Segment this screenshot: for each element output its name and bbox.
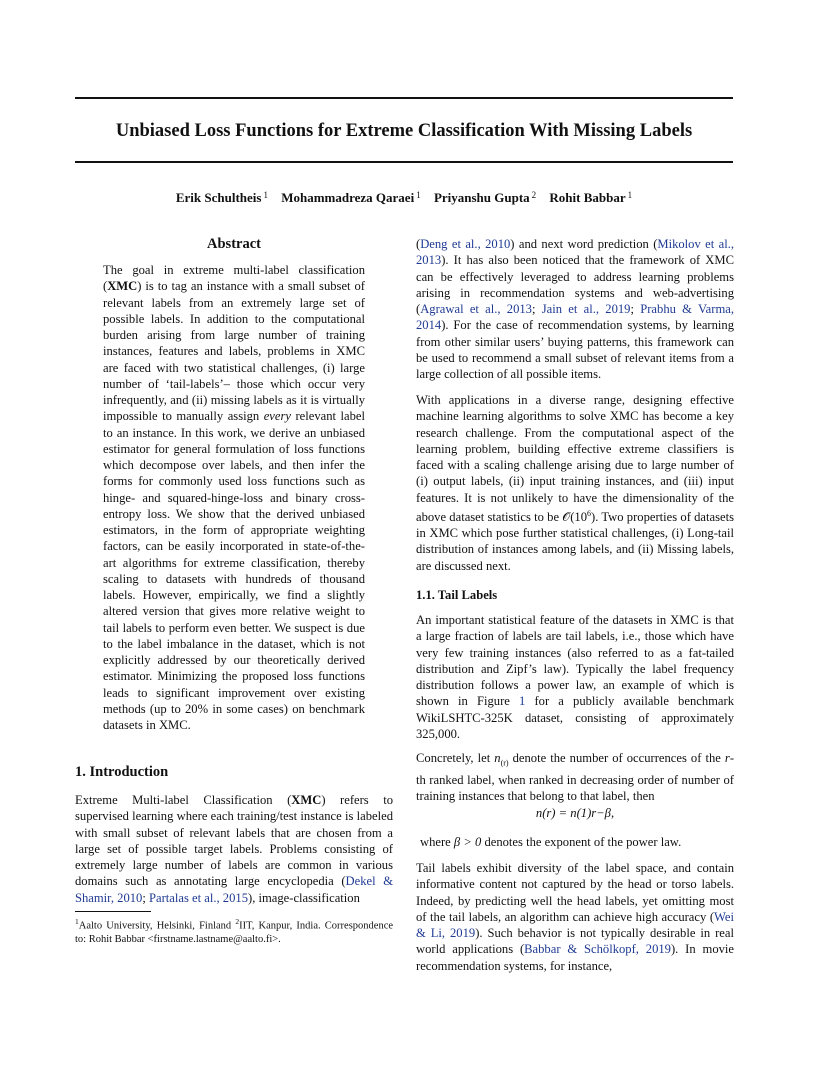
right-paragraph-5: Tail labels exhibit diversity of the label space, and contain informative content not captured by the head or torso labels. Indeed, by predicting well the head labels, yet omitting most of the tail labels, an algorithm can achieve high accuracy (Wei & Li, 2019). Such behavior is not typically desirable in real world applications (Babbar & Schölkopf, 2019). In movie recommendation systems, for instance, xyxy=(416,861,735,973)
citation-link[interactable]: Babbar & Schölkopf, 2019 xyxy=(524,942,671,957)
intro-text: Extreme Multi-label Classification (XMC) refers to supervised learning where each training/test instance is labeled with small subset of relevant labels that are chosen from a large set of possible target labels. Problems consisting of extremely large number of labels are common in various domains such as annotating large encyclopedia (Dekel & Shamir, 2010; Partalas et al., 2015), image-classification xyxy=(75,793,394,905)
section-heading-tail-labels: 1.1. Tail Labels xyxy=(416,588,498,602)
abstract-text: The goal in extreme multi-label classification (XMC) is to tag an instance with a small subset of relevant labels from an extremely large set of possible labels. In addition to the computational burden arising from large number of training instances, features and labels, problems in XMC are faced with two statistical challenges, (i) large number of ‘tail-labels’– those which occur very infrequently, and (ii) missing labels as it is virtually impossible to manually assign every relevant label to an instance. In this work, we derive an unbiased estimator for general formulation of loss functions which decompose over labels, and then infer the forms for commonly used loss functions such as hinge- and squared-hinge-loss and binary cross-entropy loss. We show that the derived unbiased estimators, in the form of appropriate weighting factors, can be easily incorporated in state-of-the-art algorithms for extreme classification, thereby scaling to datasets with hundreds of thousand labels. However, empirically, we find a slightly altered version that gives more relative weight to tail labels to perform even better. We suspect is due to the label imbalance in the dataset, which is not explicitly addressed by our theoretically derived estimator. Minimizing the proposed loss functions leads to significant improvement over existing methods (up to 20% in some cases) on benchmark datasets in XMC. xyxy=(103,263,365,732)
intro-heading: 1. Introduction xyxy=(75,764,169,780)
paper-title: Unbiased Loss Functions for Extreme Classification With Missing Labels xyxy=(115,121,693,141)
citation-link[interactable]: Wei & Li, 2019 xyxy=(416,909,734,940)
right-paragraph-3: An important statistical feature of the datasets in XMC is that a large fraction of labels are tail labels, i.e., those which have very few training instances (also referred to as a fat-tailed distribution and Zipf’s law). Typically the label frequency distribution follows a power law, an example of which is shown in Figure 1 for a publicly available benchmark WikiLSHTC-325K dataset, consisting of approximately 325,000. xyxy=(416,613,734,741)
top-rule xyxy=(75,97,733,99)
abstract-heading: Abstract xyxy=(207,236,261,252)
right-paragraph-1: (Deng et al., 2010) and next word prediction (Mikolov et al., 2013). It has also been noticed that the framework of XMC can be effectively leveraged to address learning problems arising in recommendation systems and web-advertising (Agrawal et al., 2013; Jain et al., 2019; Prabhu & Varma, 2014). For the case of recommendation systems, by learning from other similar users’ buying patterns, this framework can be used to recommend a small subset of relevant items from a large collection of all possible items. xyxy=(416,237,735,381)
right-paragraph-2: With applications in a diverse range, designing effective machine learning algorithms to solve XMC has become a key research challenge. From the computational aspect of the learning problem, building effective extreme classifiers is faced with a scaling challenge arising due to large number of (i) output labels, (ii) input training instances, and (iii) input features. It is not unlikely to have the dimensionality of the above dataset statistics to be $𝒪(10^6)$. Two properties of datasets in XMC which pose further statistical challenges, (i) Long-tail distribution of instances among labels, and (ii) Missing labels, are discussed next. xyxy=(416,393,734,573)
figure-link[interactable]: 1 xyxy=(519,694,526,709)
citation-link[interactable]: Mikolov et al., 2013 xyxy=(416,237,735,268)
citation-link[interactable]: Prabhu & Varma, 2014 xyxy=(416,302,735,333)
citation-link[interactable]: Dekel & Shamir, 2010 xyxy=(75,874,394,905)
footnote: $^1$Aalto University, Helsinki, Finland $^2$IIT, Kanpur, India. Correspondence to: Rohit Babbar <firstname.lastname@aalto.fi>. xyxy=(75,917,394,945)
equation-explanation: where β > 0 denotes the exponent of the power law. xyxy=(420,835,682,849)
author: Priyanshu Gupta $^2$ xyxy=(433,190,537,205)
citation-link[interactable]: Partalas et al., 2015 xyxy=(149,890,248,905)
power-law-equation: n(r) = n(1)r−β, xyxy=(535,806,615,820)
author: Rohit Babbar $^1$ xyxy=(549,190,633,205)
title-bottom-rule xyxy=(75,161,733,163)
footnote-rule xyxy=(75,911,151,912)
author-list xyxy=(75,190,733,206)
citation-link[interactable]: Jain et al., 2019 xyxy=(541,302,631,316)
citation-link[interactable]: Deng et al., 2010 xyxy=(420,237,511,251)
author: Erik Schultheis $^1$ xyxy=(175,190,268,205)
citation-link[interactable]: Agrawal et al., 2013 xyxy=(420,302,532,316)
author: Mohammadreza Qaraei $^1$ xyxy=(281,190,421,205)
right-paragraph-4: Concretely, let $n_{(r)}$ denote the number of occurrences of the r-th ranked label, when ranked in decreasing order of number of training instances that belong to that label, then xyxy=(416,751,735,804)
